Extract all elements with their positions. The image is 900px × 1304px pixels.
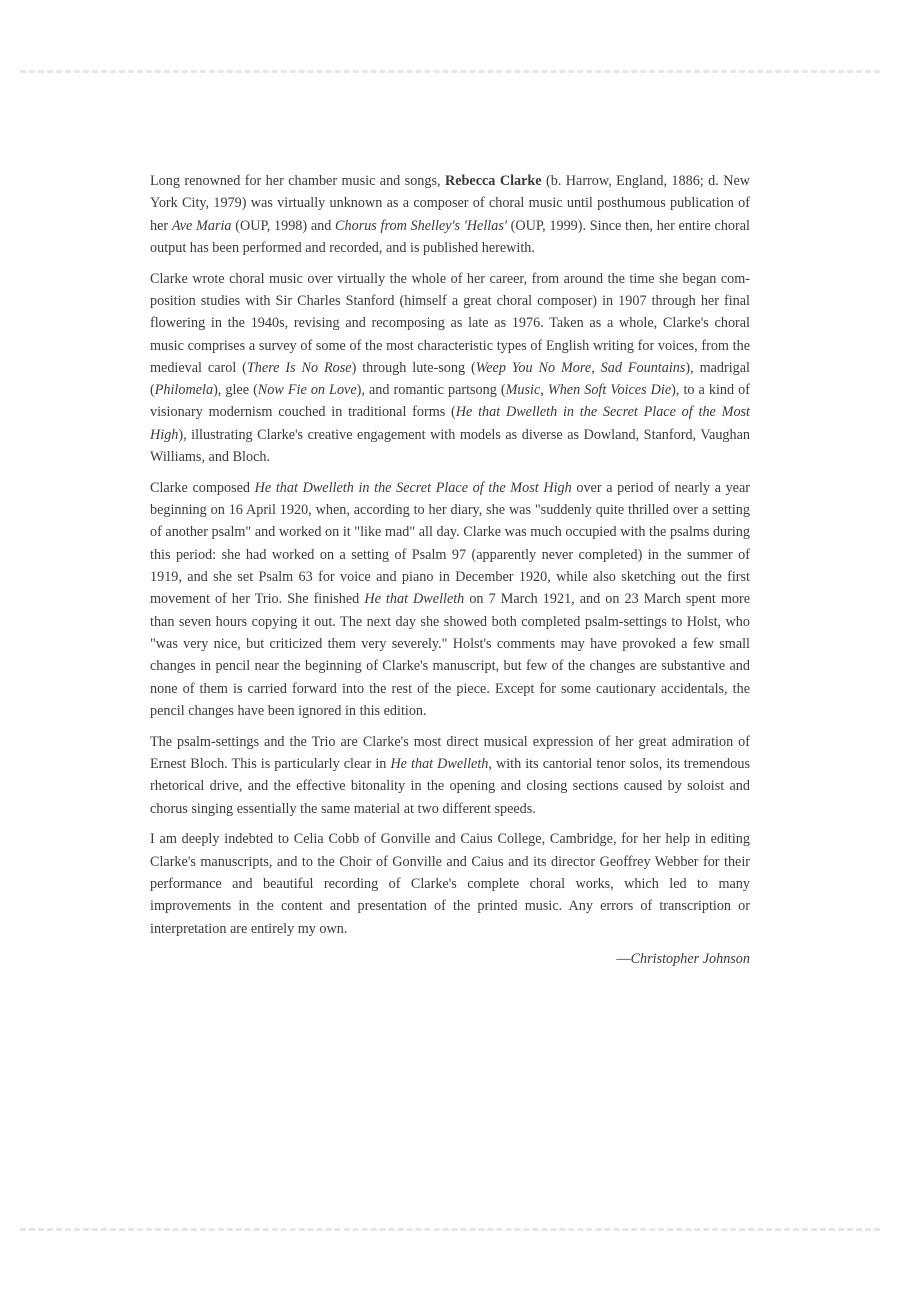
preface-text bbox=[150, 170, 750, 979]
work-title: Music, When Soft Voices Die bbox=[505, 382, 672, 399]
text-run: , with its cantorial tenor solos, its tremendous rhetorical drive, and the effective bitonality in the opening and closing sections caused by soloist and chorus singing essentially the same material at two different speeds. bbox=[150, 755, 750, 817]
signature bbox=[150, 948, 750, 970]
composer-name: Rebecca Clarke bbox=[444, 173, 542, 189]
text-run: ), illustrating Clarke's creative engagement with models as diverse as Dowland, Stanford, Vaughan Williams, and Bloch. bbox=[150, 426, 750, 466]
work-title: Ave Maria bbox=[171, 217, 232, 234]
work-title: Chorus from Shelley's 'Hellas' bbox=[335, 217, 507, 234]
text-run: (OUP, 1998) and bbox=[231, 217, 336, 234]
text-run: I am deeply indebted to Celia Cobb of Gonville and Caius College, Cambridge, for her help in editing Clarke's manuscripts, and to the Choir of Gonville and Caius and its director Geoffrey Webber for their performance and beautiful recording of Clarke's complete choral works, which led to many improvements in the content and presentation of the printed music. Any errors of transcription or interpretation are entirely my own. bbox=[150, 831, 750, 937]
work-title: There Is No Rose bbox=[246, 359, 352, 376]
top-divider bbox=[20, 70, 880, 73]
text-run: over a period of nearly a year beginning on 16 April 1920, when, according to her diary, she was "suddenly quite thrilled over a setting of another psalm" and worked on it "like mad" all day. Clarke was much occupied with the psalms during this period: she had worked on a setting of Psalm 97 (apparently never completed) in the summer of 1919, and she set Psalm 63 for voice and piano in December 1920, while also sketching out the first movement of her Trio. She finished bbox=[150, 479, 751, 608]
text-run: ) through lute-song ( bbox=[351, 359, 476, 376]
text-run: ), glee ( bbox=[213, 382, 258, 399]
work-title: He that Dwelleth bbox=[390, 755, 489, 772]
text-run: Clarke composed bbox=[150, 479, 255, 496]
text-run: ), and romantic partsong ( bbox=[356, 382, 506, 399]
signature-dash: — bbox=[616, 951, 631, 968]
paragraph-acknowledgements bbox=[150, 828, 750, 939]
work-title: Now Fie on Love bbox=[257, 382, 357, 399]
text-run: (OUP, 1999). Since then, her entire choral output has been performed and recorded, and is published herewith. bbox=[150, 217, 750, 256]
text-run: ), to a kind of visionary modernism couched in traditional forms ( bbox=[150, 382, 750, 421]
text-run: ), madrigal ( bbox=[150, 359, 750, 399]
bottom-divider bbox=[20, 1228, 880, 1231]
work-title: Weep You No More, Sad Fountains bbox=[475, 359, 686, 376]
work-title: He that Dwelleth in the Secret Place of the Most High bbox=[254, 479, 572, 496]
paragraph-intro bbox=[150, 170, 750, 259]
text-run: The psalm-settings and the Trio are Clarke's most direct musical expression of her great admiration of Ernest Bloch. This is particularly clear in bbox=[150, 733, 750, 772]
work-title: He that Dwelleth bbox=[364, 591, 465, 608]
text-run: Clarke wrote choral music over virtually the whole of her career, from around the time she began composition studies with Sir Charles Stanford (himself a great choral composer) in 1907 through her final flowering in the 1940s, revising and recomposing as late as 1976. Taken as a whole, Clarke's choral music comprises a survey of some of the most characteristic types of English writing for voices, from the medieval carol ( bbox=[150, 270, 750, 376]
work-title: He that Dwelleth in the Secret Place of the Most High bbox=[150, 404, 750, 443]
work-title: Philomela bbox=[154, 382, 214, 399]
text-run: on 7 March 1921, and on 23 March spent more than seven hours copying it out. The next day she showed both completed psalm-settings to Holst, who "was very nice, but criticized them very severely." Holst's comments may have provoked a few small changes in pencil near the beginning of Clarke's manuscript, but few of the changes are substantive and none of them is carried forward into the rest of the piece. Except for some cautionary accidentals, the pencil changes have been ignored in this edition. bbox=[150, 591, 751, 719]
text-run: Long renowned for her chamber music and songs, bbox=[150, 173, 445, 189]
author-name: Christopher Johnson bbox=[630, 951, 750, 968]
paragraph-bloch bbox=[150, 731, 750, 820]
paragraph-career bbox=[150, 268, 750, 469]
paragraph-composition bbox=[150, 477, 750, 722]
text-run: (b. Harrow, England, 1886; d. New York City, 1979) was virtually unknown as a composer of choral music until posthumous publication of her bbox=[150, 173, 750, 234]
